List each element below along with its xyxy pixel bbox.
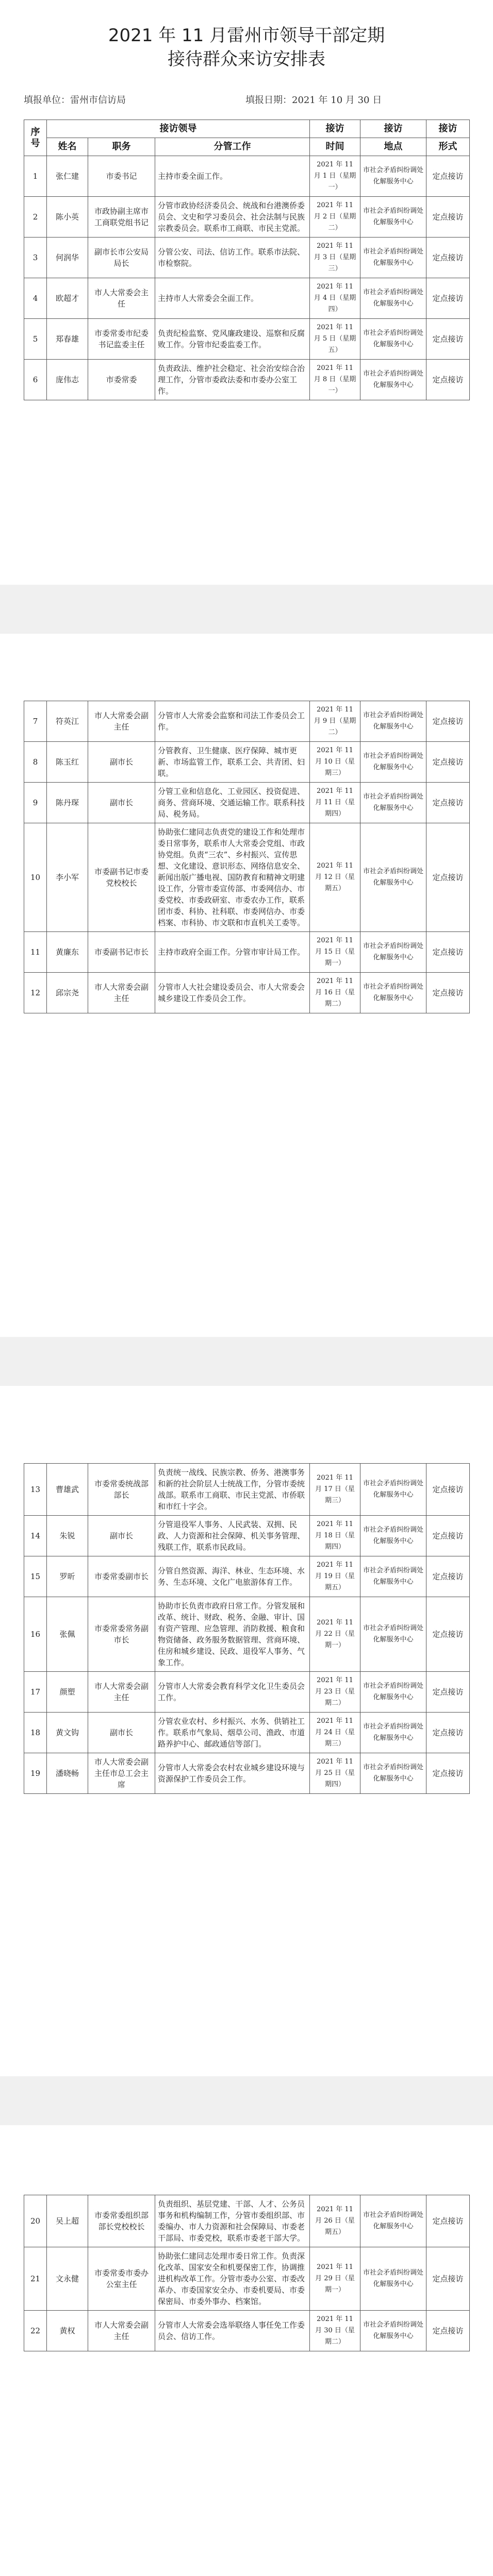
row-position: 市人大常委会副主任 bbox=[88, 973, 155, 1013]
row-name: 张仁建 bbox=[47, 156, 88, 197]
row-name: 欧超才 bbox=[47, 278, 88, 319]
row-position: 市人大常委会副主任 bbox=[88, 2311, 155, 2351]
row-time: 2021 年 11 月 3 日（星期三） bbox=[310, 238, 360, 278]
row-form: 定点接访 bbox=[426, 197, 470, 238]
row-position: 副市长 bbox=[88, 742, 155, 783]
table-row bbox=[24, 156, 470, 197]
row-form: 定点接访 bbox=[426, 932, 470, 973]
schedule-table bbox=[24, 120, 470, 400]
row-seq: 6 bbox=[24, 360, 47, 400]
table-row bbox=[24, 932, 470, 973]
row-work: 主持市政府全面工作。分管市审计局工作。 bbox=[155, 932, 310, 973]
row-place: 市社会矛盾纠纷调处化解服务中心 bbox=[360, 932, 426, 973]
row-place: 市社会矛盾纠纷调处化解服务中心 bbox=[360, 742, 426, 783]
row-time: 2021 年 11 月 8 日（星期一） bbox=[310, 360, 360, 400]
row-position: 市委常委副市长 bbox=[88, 1556, 155, 1597]
row-seq: 2 bbox=[24, 197, 47, 238]
row-work: 主持市委全面工作。 bbox=[155, 156, 310, 197]
row-form: 定点接访 bbox=[426, 2311, 470, 2351]
header-place-a: 接访 bbox=[360, 120, 426, 138]
row-position: 市委书记 bbox=[88, 156, 155, 197]
row-seq: 20 bbox=[24, 2195, 47, 2247]
report-unit: 填报单位：雷州市信访局 bbox=[24, 95, 126, 106]
row-form: 定点接访 bbox=[426, 1464, 470, 1516]
row-time: 2021 年 11 月 25 日（星期四） bbox=[310, 1753, 360, 1794]
row-seq: 21 bbox=[24, 2247, 47, 2311]
header-work: 分管工作 bbox=[155, 138, 310, 156]
row-name: 符英江 bbox=[47, 701, 88, 742]
row-seq: 14 bbox=[24, 1516, 47, 1556]
row-work: 分管市人大常委会选举联络人事任免工作委员会、信访工作。 bbox=[155, 2311, 310, 2351]
row-place: 市社会矛盾纠纷调处化解服务中心 bbox=[360, 197, 426, 238]
row-form: 定点接访 bbox=[426, 1713, 470, 1753]
header-form-a: 接访 bbox=[426, 120, 470, 138]
row-time: 2021 年 11 月 5 日（星期五） bbox=[310, 319, 360, 360]
table-row bbox=[24, 742, 470, 783]
row-place: 市社会矛盾纠纷调处化解服务中心 bbox=[360, 701, 426, 742]
header-name: 姓名 bbox=[47, 138, 88, 156]
row-place: 市社会矛盾纠纷调处化解服务中心 bbox=[360, 2311, 426, 2351]
row-name: 曹雄武 bbox=[47, 1464, 88, 1516]
row-seq: 8 bbox=[24, 742, 47, 783]
row-form: 定点接访 bbox=[426, 742, 470, 783]
page-gap bbox=[0, 585, 493, 634]
row-place: 市社会矛盾纠纷调处化解服务中心 bbox=[360, 319, 426, 360]
row-name: 罗昕 bbox=[47, 1556, 88, 1597]
header-leader: 接访领导 bbox=[47, 120, 310, 138]
row-position: 市委副书记市长 bbox=[88, 932, 155, 973]
row-time: 2021 年 11 月 26 日（星期五） bbox=[310, 2195, 360, 2247]
row-form: 定点接访 bbox=[426, 278, 470, 319]
row-position: 市委常委市纪委书记监委主任 bbox=[88, 319, 155, 360]
row-seq: 5 bbox=[24, 319, 47, 360]
row-position: 市人大常委会主任 bbox=[88, 278, 155, 319]
row-time: 2021 年 11 月 1 日（星期一） bbox=[310, 156, 360, 197]
row-form: 定点接访 bbox=[426, 1753, 470, 1794]
row-seq: 18 bbox=[24, 1713, 47, 1753]
table-row bbox=[24, 1556, 470, 1597]
row-time: 2021 年 11 月 19 日（星期五） bbox=[310, 1556, 360, 1597]
row-seq: 12 bbox=[24, 973, 47, 1013]
row-seq: 10 bbox=[24, 823, 47, 932]
row-name: 黄廉东 bbox=[47, 932, 88, 973]
table-row bbox=[24, 1753, 470, 1794]
row-place: 市社会矛盾纠纷调处化解服务中心 bbox=[360, 1556, 426, 1597]
row-name: 庞伟志 bbox=[47, 360, 88, 400]
row-place: 市社会矛盾纠纷调处化解服务中心 bbox=[360, 156, 426, 197]
row-position: 市人大常委会副主任 bbox=[88, 1672, 155, 1713]
row-name: 陈小英 bbox=[47, 197, 88, 238]
row-work: 分管自然资源、海洋、林业、生态环境、水务、生态环境、文化广电旅游体育工作。 bbox=[155, 1556, 310, 1597]
header-time-b: 时间 bbox=[310, 138, 360, 156]
table-row bbox=[24, 1464, 470, 1516]
table-row bbox=[24, 973, 470, 1013]
row-position: 副市长 bbox=[88, 1713, 155, 1753]
row-seq: 22 bbox=[24, 2311, 47, 2351]
row-seq: 19 bbox=[24, 1753, 47, 1794]
row-place: 市社会矛盾纠纷调处化解服务中心 bbox=[360, 973, 426, 1013]
row-form: 定点接访 bbox=[426, 701, 470, 742]
row-name: 黄权 bbox=[47, 2311, 88, 2351]
row-seq: 7 bbox=[24, 701, 47, 742]
row-seq: 1 bbox=[24, 156, 47, 197]
row-position: 市人大常委会副主任 bbox=[88, 701, 155, 742]
row-place: 市社会矛盾纠纷调处化解服务中心 bbox=[360, 783, 426, 823]
row-place: 市社会矛盾纠纷调处化解服务中心 bbox=[360, 1516, 426, 1556]
row-time: 2021 年 11 月 11 日（星期四） bbox=[310, 783, 360, 823]
row-name: 郑春雄 bbox=[47, 319, 88, 360]
header-time-a: 接访 bbox=[310, 120, 360, 138]
document-page-2 bbox=[0, 634, 493, 1337]
row-time: 2021 年 11 月 18 日（星期四） bbox=[310, 1516, 360, 1556]
row-work: 分管教育、卫生健康、医疗保障、城市更新、市场监管工作，联系工会、共青团、妇联。 bbox=[155, 742, 310, 783]
table-row bbox=[24, 1516, 470, 1556]
row-position: 市委副书记市委党校校长 bbox=[88, 823, 155, 932]
row-form: 定点接访 bbox=[426, 319, 470, 360]
row-place: 市社会矛盾纠纷调处化解服务中心 bbox=[360, 2247, 426, 2311]
report-date: 填报日期：2021 年 10 月 30 日 bbox=[245, 95, 382, 106]
row-time: 2021 年 11 月 10 日（星期三） bbox=[310, 742, 360, 783]
table-row bbox=[24, 701, 470, 742]
row-work: 协助市长负责市政府日常工作。分管发展和改革、统计、财政、税务、金融、审计、国有资产管理、应急管理、消防救援、粮食和物资储备、政务服务数据管理、营商环境、住房和城乡建设、民政、退役军人事务、气象工作。 bbox=[155, 1597, 310, 1672]
row-name: 张佩 bbox=[47, 1597, 88, 1672]
row-time: 2021 年 11 月 23 日（星期二） bbox=[310, 1672, 360, 1713]
schedule-table-continued bbox=[24, 701, 470, 1013]
row-time: 2021 年 11 月 2 日（星期二） bbox=[310, 197, 360, 238]
row-form: 定点接访 bbox=[426, 2247, 470, 2311]
row-work: 分管农业农村、乡村振兴、水务、供销社工作。联系市气象局、烟草公司、渔政、市道路养护中心、邮政通信等部门。 bbox=[155, 1713, 310, 1753]
row-place: 市社会矛盾纠纷调处化解服务中心 bbox=[360, 1753, 426, 1794]
row-position: 副市长市公安局局长 bbox=[88, 238, 155, 278]
row-time: 2021 年 11 月 30 日（星期二） bbox=[310, 2311, 360, 2351]
row-position: 市政协副主席市工商联党组书记 bbox=[88, 197, 155, 238]
row-position: 市委常委常务副市长 bbox=[88, 1597, 155, 1672]
row-seq: 16 bbox=[24, 1597, 47, 1672]
row-name: 陈丹琛 bbox=[47, 783, 88, 823]
document-page-4 bbox=[0, 2125, 493, 2576]
row-seq: 4 bbox=[24, 278, 47, 319]
row-work: 协助张仁建同志负责党的建设工作和处理市委日常事务，联系市人大常委会党组、市政协党组。负责“三农”、乡村振兴、宣传思想、文化建设、意识形态、网络信息安全、新闻出版广播电视、国防教育和精神文明建设工作，分管市委宣传部、市委网信办、市委党校、市委政研室、市委农办工作，联系团市委、科协、社科联、市委网信办、市委档案、市科协、市文联和市直机关工委等。 bbox=[155, 823, 310, 932]
row-seq: 9 bbox=[24, 783, 47, 823]
table-row bbox=[24, 1597, 470, 1672]
row-work: 分管退役军人事务、人民武装、双拥、民政、人力资源和社会保障、机关事务管理、残联工作，联系市民政局。 bbox=[155, 1516, 310, 1556]
row-seq: 15 bbox=[24, 1556, 47, 1597]
row-form: 定点接访 bbox=[426, 156, 470, 197]
row-work: 分管市人大常委会农村农业城乡建设环境与资源保护工作委员会工作。 bbox=[155, 1753, 310, 1794]
header-place-b: 地点 bbox=[360, 138, 426, 156]
row-place: 市社会矛盾纠纷调处化解服务中心 bbox=[360, 1713, 426, 1753]
row-position: 市委常委 bbox=[88, 360, 155, 400]
document-title: 2021 年 11 月雷州市领导干部定期 bbox=[108, 25, 385, 46]
row-position: 市人大常委会副主任市总工会主席 bbox=[88, 1753, 155, 1794]
row-work: 分管市人大常委会教育科学文化卫生委员会工作。 bbox=[155, 1672, 310, 1713]
row-work: 负责纪检监察、党风廉政建设、巡察和反腐败工作。分管市纪委监委工作。 bbox=[155, 319, 310, 360]
table-row bbox=[24, 238, 470, 278]
row-time: 2021 年 11 月 4 日（星期四） bbox=[310, 278, 360, 319]
header-position: 职务 bbox=[88, 138, 155, 156]
header-seq: 序号 bbox=[24, 120, 47, 156]
row-form: 定点接访 bbox=[426, 1597, 470, 1672]
row-work: 分管市人大社会建设委员会、市人大常委会城乡建设工作委员会工作。 bbox=[155, 973, 310, 1013]
row-place: 市社会矛盾纠纷调处化解服务中心 bbox=[360, 360, 426, 400]
row-work: 分管市人大常委会监察和司法工作委员会工作。 bbox=[155, 701, 310, 742]
row-seq: 17 bbox=[24, 1672, 47, 1713]
document-page-3 bbox=[0, 1386, 493, 2076]
header-form-b: 形式 bbox=[426, 138, 470, 156]
row-name: 邱宗尧 bbox=[47, 973, 88, 1013]
row-seq: 13 bbox=[24, 1464, 47, 1516]
row-position: 副市长 bbox=[88, 1516, 155, 1556]
row-place: 市社会矛盾纠纷调处化解服务中心 bbox=[360, 278, 426, 319]
table-row bbox=[24, 1672, 470, 1713]
row-work: 分管市政协经济委员会、统战和台港澳侨委员会、文史和学习委员会、社会法制与民族宗教委员会。联系市工商联、市民主党派。 bbox=[155, 197, 310, 238]
row-time: 2021 年 11 月 15 日（星期一） bbox=[310, 932, 360, 973]
table-row bbox=[24, 1713, 470, 1753]
table-row bbox=[24, 319, 470, 360]
row-form: 定点接访 bbox=[426, 2195, 470, 2247]
row-work: 协助张仁建同志处理市委日常工作。负责深化改革、国家安全和机要保密工作，协调推进机构改革工作。分管市委办公室、市委改革办、市委国家安全办、市委机要局、市委保密局、市委外事办、档案馆。 bbox=[155, 2247, 310, 2311]
row-seq: 3 bbox=[24, 238, 47, 278]
row-work: 负责组织、基层党建、干部、人才、公务员事务和机构编制工作，分管市委组织部、市委编办、市人力资源和社会保障局、市委老干部局、市委党校，联系市委老干部大学。 bbox=[155, 2195, 310, 2247]
table-row bbox=[24, 783, 470, 823]
table-row bbox=[24, 360, 470, 400]
row-time: 2021 年 11 月 9 日（星期二） bbox=[310, 701, 360, 742]
row-work: 分管公安、司法、信访工作。联系市法院、市检察院。 bbox=[155, 238, 310, 278]
row-name: 潘晓畅 bbox=[47, 1753, 88, 1794]
row-name: 文永健 bbox=[47, 2247, 88, 2311]
row-name: 何润华 bbox=[47, 238, 88, 278]
row-time: 2021 年 11 月 17 日（星期三） bbox=[310, 1464, 360, 1516]
row-form: 定点接访 bbox=[426, 783, 470, 823]
schedule-table-continued bbox=[24, 2195, 470, 2351]
row-name: 李小军 bbox=[47, 823, 88, 932]
row-form: 定点接访 bbox=[426, 1672, 470, 1713]
row-position: 市委常委组织部部长党校校长 bbox=[88, 2195, 155, 2247]
row-place: 市社会矛盾纠纷调处化解服务中心 bbox=[360, 1672, 426, 1713]
row-time: 2021 年 11 月 29 日（星期一） bbox=[310, 2247, 360, 2311]
row-form: 定点接访 bbox=[426, 823, 470, 932]
row-name: 陈玉红 bbox=[47, 742, 88, 783]
table-row bbox=[24, 197, 470, 238]
row-form: 定点接访 bbox=[426, 973, 470, 1013]
row-position: 市委常委统战部部长 bbox=[88, 1464, 155, 1516]
row-name: 朱锐 bbox=[47, 1516, 88, 1556]
row-place: 市社会矛盾纠纷调处化解服务中心 bbox=[360, 1597, 426, 1672]
page-gap bbox=[0, 1337, 493, 1386]
table-row bbox=[24, 823, 470, 932]
row-time: 2021 年 11 月 24 日（星期三） bbox=[310, 1713, 360, 1753]
row-position: 市委常委市委办公室主任 bbox=[88, 2247, 155, 2311]
row-form: 定点接访 bbox=[426, 238, 470, 278]
row-place: 市社会矛盾纠纷调处化解服务中心 bbox=[360, 238, 426, 278]
row-name: 颜塑 bbox=[47, 1672, 88, 1713]
row-position: 副市长 bbox=[88, 783, 155, 823]
table-row bbox=[24, 278, 470, 319]
row-time: 2021 年 11 月 22 日（星期一） bbox=[310, 1597, 360, 1672]
row-work: 负责统一战线、民族宗教、侨务、港澳事务和新的社会阶层人士统战工作，分管市委统战部。联系市工商联、市民主党派、市侨联和市红十字会。 bbox=[155, 1464, 310, 1516]
row-time: 2021 年 11 月 16 日（星期二） bbox=[310, 973, 360, 1013]
schedule-table-continued bbox=[24, 1463, 470, 1794]
row-place: 市社会矛盾纠纷调处化解服务中心 bbox=[360, 2195, 426, 2247]
row-place: 市社会矛盾纠纷调处化解服务中心 bbox=[360, 1464, 426, 1516]
document-subtitle: 接待群众来访安排表 bbox=[168, 49, 325, 70]
row-work: 分管工业和信息化、工业园区、投资促进、商务、营商环境、交通运输工作。联系科技局、税务局。 bbox=[155, 783, 310, 823]
row-form: 定点接访 bbox=[426, 360, 470, 400]
page-gap bbox=[0, 2076, 493, 2125]
row-work: 主持市人大常委会全面工作。 bbox=[155, 278, 310, 319]
row-seq: 11 bbox=[24, 932, 47, 973]
row-work: 负责政法、维护社会稳定、社会治安综合治理工作，分管市委政法委和市委办公室工作。 bbox=[155, 360, 310, 400]
row-time: 2021 年 11 月 12 日（星期五） bbox=[310, 823, 360, 932]
row-name: 黄文钩 bbox=[47, 1713, 88, 1753]
table-row bbox=[24, 2195, 470, 2247]
table-row bbox=[24, 2247, 470, 2311]
row-name: 吴上超 bbox=[47, 2195, 88, 2247]
table-row bbox=[24, 2311, 470, 2351]
document-page-1 bbox=[0, 0, 493, 585]
row-form: 定点接访 bbox=[426, 1516, 470, 1556]
row-form: 定点接访 bbox=[426, 1556, 470, 1597]
row-place: 市社会矛盾纠纷调处化解服务中心 bbox=[360, 823, 426, 932]
